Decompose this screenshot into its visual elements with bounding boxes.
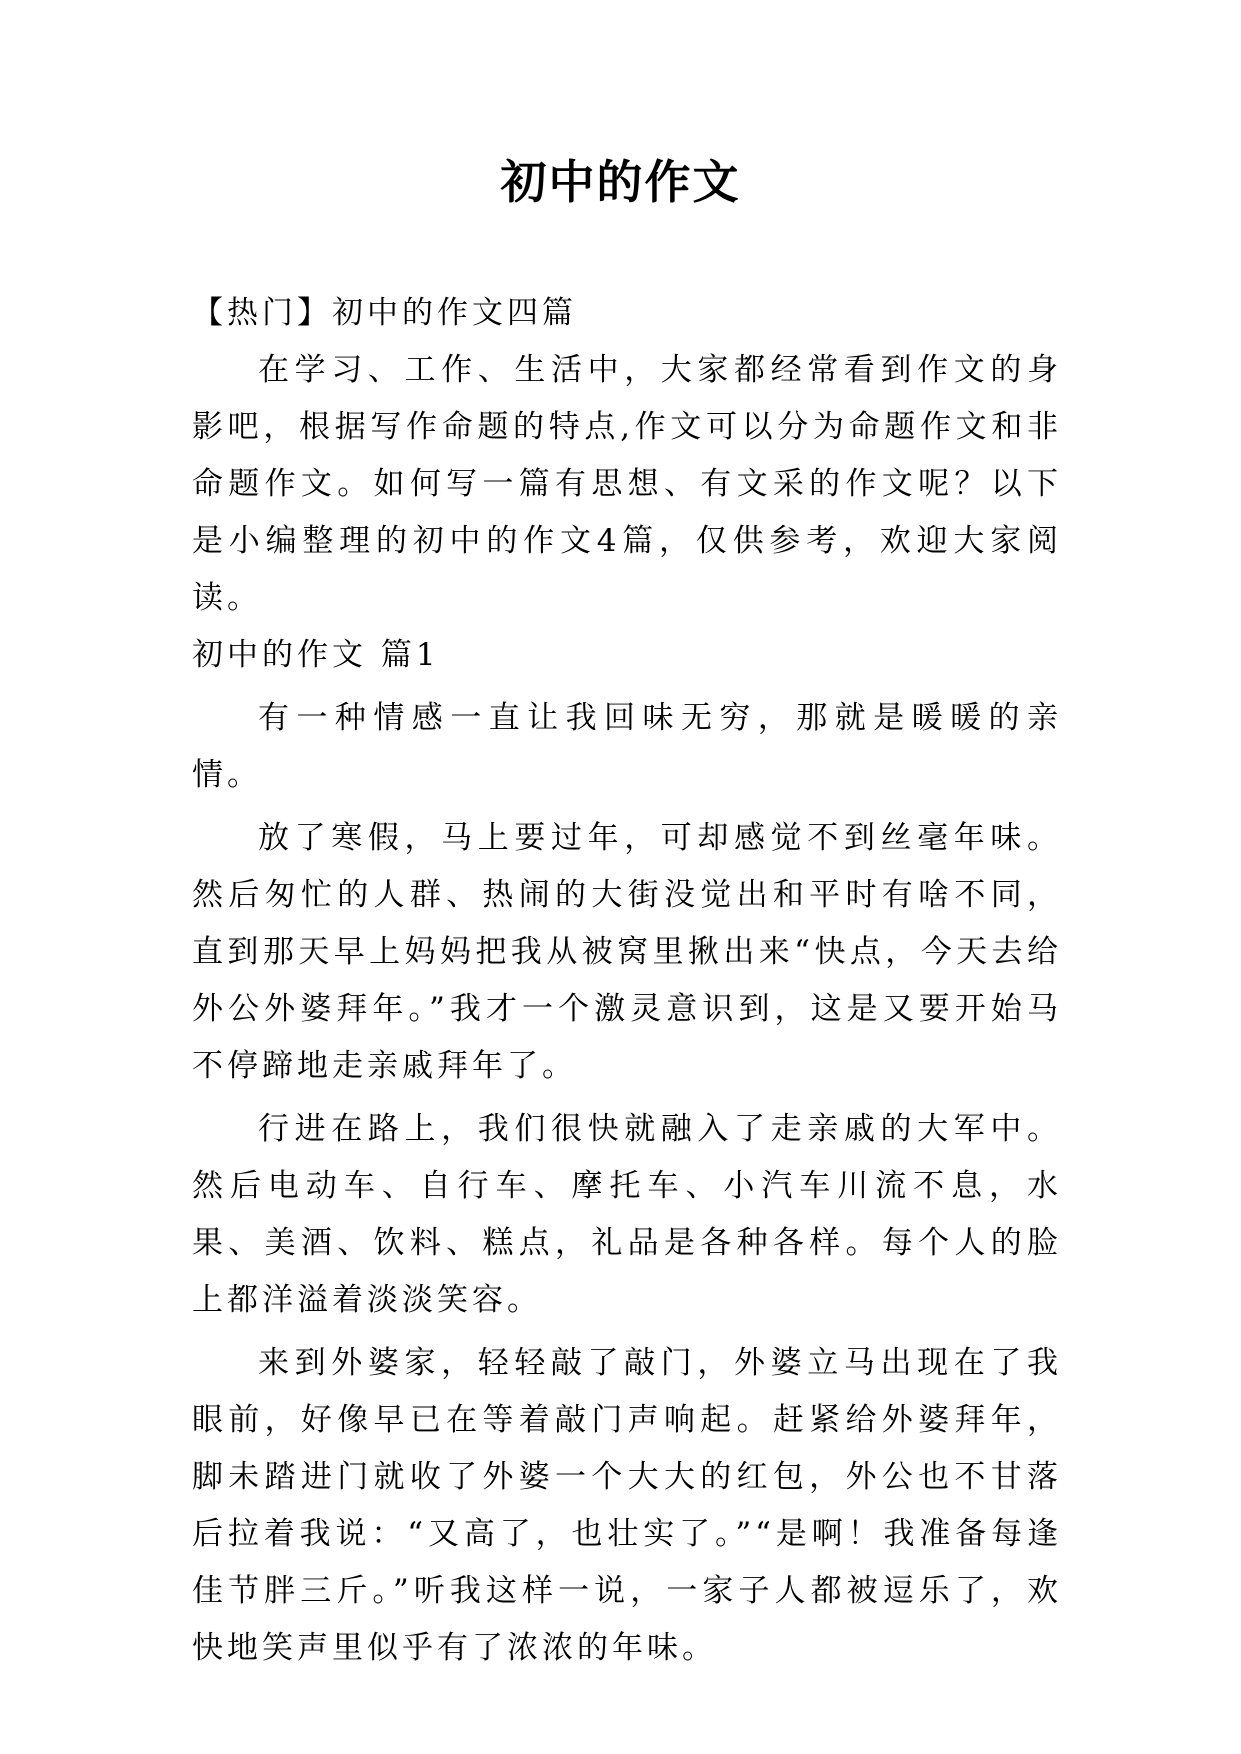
document-body — [192, 285, 1062, 1677]
document-title: 初中的作文 — [500, 155, 741, 209]
document-subtitle: 【热门】初中的作文四篇 — [192, 295, 577, 331]
body-paragraph: 放了寒假，马上要过年，可却感觉不到丝毫年味。然后匆忙的人群、热闹的大街没觉出和平时有啥不同，直到那天早上妈妈把我从被窝里揪出来“快点，今天去给外公外婆拜年。”我才一个激灵意识到，这是又要开始马不停蹄地走亲戚拜年了。 — [192, 820, 1062, 1084]
section-heading: 初中的作文 篇1 — [192, 637, 440, 673]
body-paragraph: 行进在路上，我们很快就融入了走亲戚的大军中。然后电动车、自行车、摩托车、小汽车川流不息，水果、美酒、饮料、糕点，礼品是各种各样。每个人的脸上都洋溢着淡淡笑容。 — [192, 1111, 1062, 1318]
intro-paragraph: 在学习、工作、生活中，大家都经常看到作文的身影吧，根据写作命题的特点,作文可以分为命题作文和非命题作文。如何写一篇有思想、有文采的作文呢？以下是小编整理的初中的作文4篇，仅供参考，欢迎大家阅读。 — [192, 352, 1062, 616]
body-paragraph: 来到外婆家，轻轻敲了敲门，外婆立马出现在了我眼前，好像早已在等着敲门声响起。赶紧给外婆拜年，脚未踏进门就收了外婆一个大大的红包，外公也不甘落后拉着我说：“又高了，也壮实了。”“是啊！我准备每逢佳节胖三斤。”听我这样一说，一家子人都被逗乐了，欢快地笑声里似乎有了浓浓的年味。 — [192, 1345, 1062, 1666]
body-paragraph: 有一种情感一直让我回味无穷，那就是暖暖的亲情。 — [192, 700, 1062, 793]
